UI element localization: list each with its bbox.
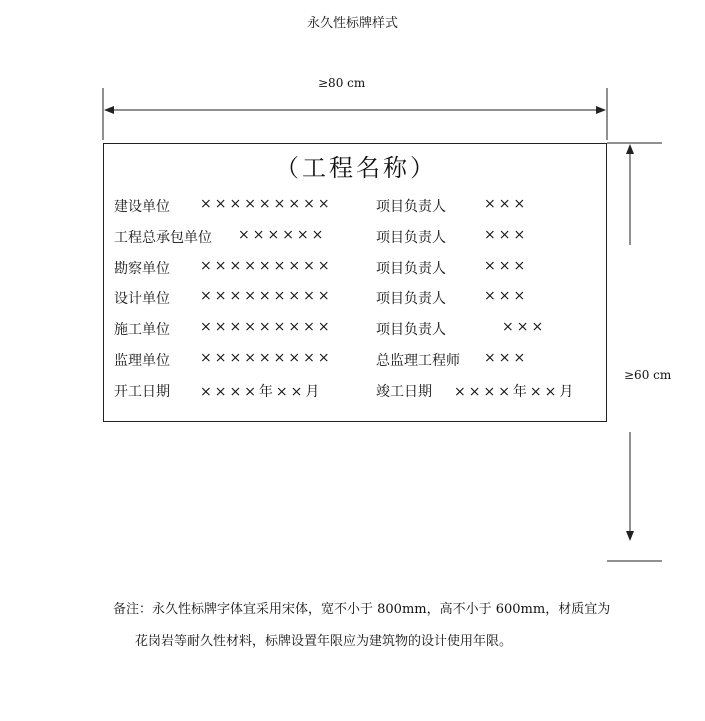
- row-person: ×××: [484, 258, 529, 274]
- row-person: ×××: [484, 227, 529, 243]
- height-dimension-label: ≥60 cm: [624, 368, 672, 382]
- row-role: 竣工日期: [376, 384, 432, 400]
- row-value: ×××××××××: [200, 258, 333, 274]
- row-value: ××××年××月: [200, 384, 323, 400]
- row-role: 项目负责人: [376, 261, 446, 277]
- row-role: 项目负责人: [376, 230, 446, 246]
- row-label: 监理单位: [114, 353, 170, 369]
- row-label: 开工日期: [114, 384, 170, 400]
- row-person: ×××: [502, 319, 547, 335]
- height-arrow-top: [626, 144, 634, 154]
- row-role: 总监理工程师: [376, 353, 460, 369]
- row-person: ×××: [484, 196, 529, 212]
- row-role: 项目负责人: [376, 199, 446, 215]
- row-role: 项目负责人: [376, 291, 446, 307]
- height-arrow-bottom: [626, 531, 634, 541]
- project-name: （工程名称）: [275, 154, 437, 182]
- note-line-2: 花岗岩等耐久性材料，标牌设置年限应为建筑物的设计使用年限。: [135, 634, 513, 649]
- page-title: 永久性标牌样式: [306, 16, 398, 31]
- row-value: ×××××××××: [200, 288, 333, 304]
- row-value: ××××××: [238, 227, 327, 243]
- row-value: ×××××××××: [200, 350, 333, 366]
- row-label: 施工单位: [114, 322, 170, 338]
- width-dimension-label: ≥80 cm: [318, 76, 366, 90]
- row-value: ×××××××××: [200, 319, 333, 335]
- row-value: ×××××××××: [200, 196, 333, 212]
- sign-board: [103, 143, 607, 422]
- width-arrow-left: [104, 106, 114, 114]
- row-role: 项目负责人: [376, 322, 446, 338]
- note-line-1: 备注：永久性标牌字体宜采用宋体，宽不小于 800mm，高不小于 600mm，材质宜为: [113, 602, 611, 617]
- row-person: ×××: [484, 288, 529, 304]
- width-arrow-right: [596, 106, 606, 114]
- row-person: ×××: [484, 350, 529, 366]
- row-label: 工程总承包单位: [114, 230, 212, 246]
- row-person: ××××年××月: [454, 384, 577, 400]
- row-label: 建设单位: [114, 199, 170, 215]
- row-label: 设计单位: [114, 291, 170, 307]
- row-label: 勘察单位: [114, 261, 170, 277]
